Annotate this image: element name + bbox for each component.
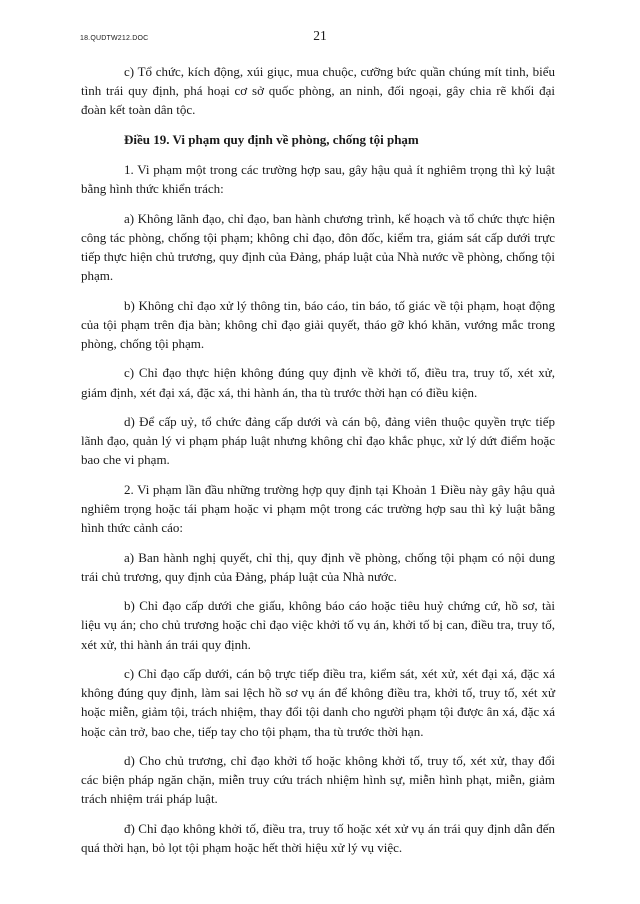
paragraph: 2. Vi phạm lần đầu những trường hợp quy định tại Khoản 1 Điều này gây hậu quả nghiêm trọng hoặc tái phạm hoặc vi phạm một trong các trường hợp sau thì kỷ luật bằng hình thức cảnh cáo:: [81, 481, 555, 536]
document-body: [81, 62, 555, 867]
page-number: 21: [313, 28, 327, 43]
paragraph: a) Ban hành nghị quyết, chỉ thị, quy định về phòng, chống tội phạm có nội dung trái chủ trương, quy định của Đảng, pháp luật của Nhà nước.: [81, 549, 555, 584]
document-file-id: 18.QUDTW212.DOC: [80, 35, 149, 42]
paragraph: b) Chỉ đạo cấp dưới che giấu, không báo cáo hoặc tiêu huỷ chứng cứ, hồ sơ, tài liệu vụ án; cho chủ trương hoặc chỉ đạo việc khởi tố vụ án, khởi tố bị can, điều tra, truy tố, xét xử, thi hành án trái quy định.: [81, 598, 555, 652]
paragraph: d) Để cấp uỷ, tổ chức đảng cấp dưới và cán bộ, đảng viên thuộc quyền trực tiếp lãnh đạo, quản lý vi phạm pháp luật nhưng không chỉ đạo khắc phục, xử lý dứt điểm hoặc bao che vi phạm.: [81, 413, 555, 468]
paragraph: d) Cho chủ trương, chỉ đạo khởi tố hoặc không khởi tố, truy tố, xét xử, thay đổi các biện pháp ngăn chặn, miễn truy cứu trách nhiệm hình sự, miễn hình phạt, miễn, giảm trách nhiệm trái pháp luật.: [81, 752, 555, 807]
paragraph: đ) Chỉ đạo không khởi tố, điều tra, truy tố hoặc xét xử vụ án trái quy định dẫn đến quá thời hạn, bỏ lọt tội phạm hoặc hết thời hiệu xử lý vụ việc.: [81, 820, 555, 855]
paragraph: c) Tổ chức, kích động, xúi giục, mua chuộc, cưỡng bức quần chúng mít tinh, biểu tình trái quy định, phá hoại cơ sở quốc phòng, an ninh, đối ngoại, gây chia rẽ khối đại đoàn kết toàn dân tộc.: [81, 64, 555, 118]
paragraph: b) Không chỉ đạo xử lý thông tin, báo cáo, tin báo, tố giác về tội phạm, hoạt động của tội phạm trên địa bàn; không chỉ đạo giải quyết, tháo gỡ khó khăn, vướng mắc trong phòng, chống tội phạm.: [81, 297, 555, 351]
paragraph: 1. Vi phạm một trong các trường hợp sau, gây hậu quả ít nghiêm trọng thì kỷ luật bằng hình thức khiển trách:: [81, 162, 555, 197]
paragraph: c) Chỉ đạo cấp dưới, cán bộ trực tiếp điều tra, kiểm sát, xét xử, xét đại xá, đặc xá không đúng quy định, làm sai lệch hồ sơ vụ án để không điều tra, khởi tố, truy tố, xét xử hoặc miễn, giảm tội, trách nhiệm, thay đổi tội danh cho người phạm tội được ân xá, đặc xá hoặc cản trở, bao che, tiếp tay cho tội phạm, tha tù trước thời hạn.: [81, 665, 555, 739]
paragraph: c) Chỉ đạo thực hiện không đúng quy định về khởi tố, điều tra, truy tố, xét xử, giám định, xét đại xá, đặc xá, thi hành án, tha tù trước thời hạn có điều kiện.: [81, 365, 555, 400]
paragraph: a) Không lãnh đạo, chỉ đạo, ban hành chương trình, kế hoạch và tổ chức thực hiện công tác phòng, chống tội phạm; không chỉ đạo, đôn đốc, kiểm tra, giám sát cấp dưới trực tiếp thực hiện chủ trương, quy định của Đảng, pháp luật của Nhà nước về phòng, chống tội phạm.: [81, 210, 555, 284]
article-heading: Điều 19. Vi phạm quy định về phòng, chống tội phạm: [124, 131, 419, 147]
